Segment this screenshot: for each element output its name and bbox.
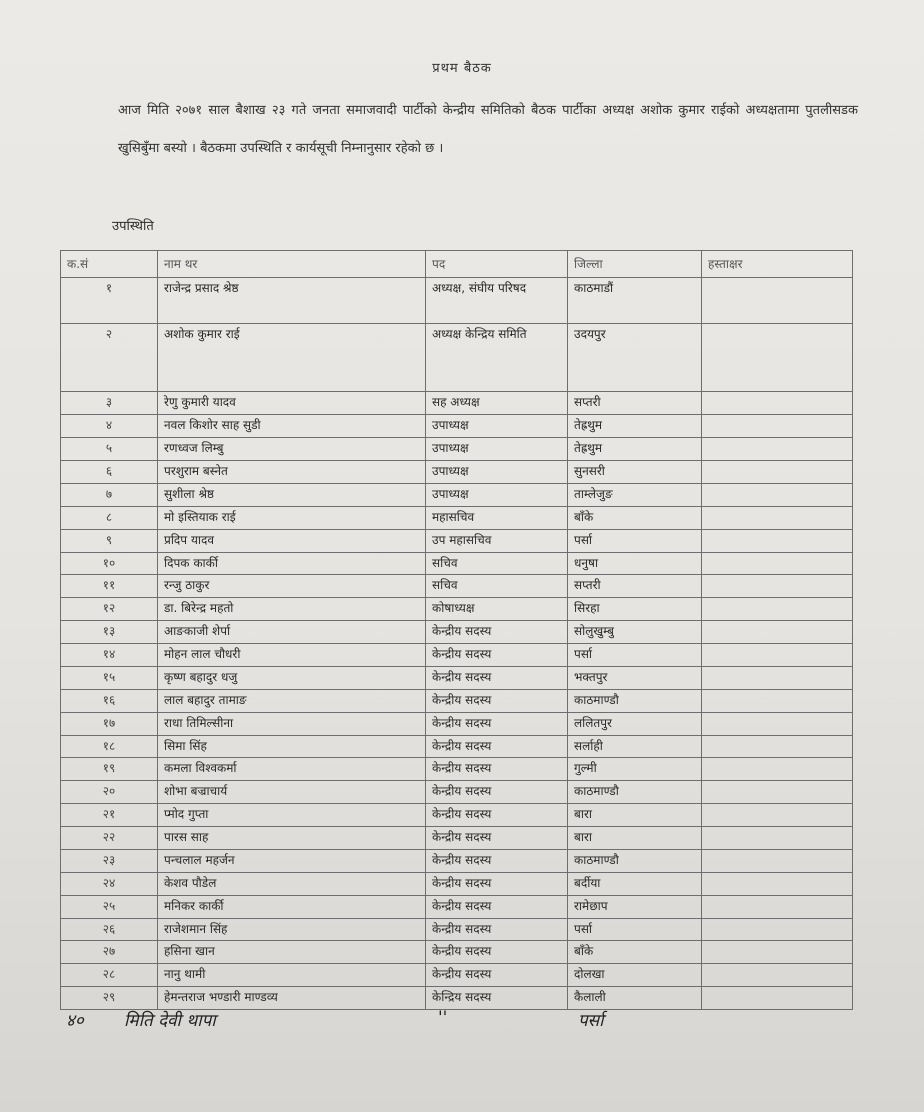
cell-serial: ६ [61,461,158,484]
cell-name: लाल बहादुर तामाङ [158,689,426,712]
handwritten-serial: ४० [66,1011,84,1031]
cell-district: सोलुखुम्बु [568,621,702,644]
cell-serial: २३ [61,849,158,872]
cell-signature [702,735,853,758]
cell-serial: १८ [61,735,158,758]
cell-post: केन्द्रीय सदस्य [426,735,568,758]
cell-name: रेणु कुमारी यादव [158,392,426,415]
cell-signature [702,552,853,575]
cell-serial: २० [61,781,158,804]
cell-post: केन्द्रीय सदस्य [426,712,568,735]
cell-post: सह अध्यक्ष [426,392,568,415]
cell-serial: १२ [61,598,158,621]
cell-name: केशव पौडेल [158,872,426,895]
table-row [61,621,853,644]
cell-district: पर्सा [568,529,702,552]
cell-signature [702,483,853,506]
cell-district: गुल्मी [568,758,702,781]
handwritten-post: '' [438,1008,448,1028]
cell-name: सुशीला श्रेष्ठ [158,483,426,506]
cell-signature [702,323,853,392]
table-row [61,278,853,324]
cell-signature [702,392,853,415]
cell-serial: २२ [61,827,158,850]
cell-post: केन्द्रीय सदस्य [426,689,568,712]
cell-post: केन्द्रीय सदस्य [426,621,568,644]
cell-serial: १७ [61,712,158,735]
cell-district: बर्दीया [568,872,702,895]
cell-district: काठमाडौं [568,278,702,324]
cell-signature [702,895,853,918]
cell-district: ललितपुर [568,712,702,735]
cell-signature [702,644,853,667]
cell-signature [702,438,853,461]
cell-serial: ९ [61,529,158,552]
table-row [61,689,853,712]
attendance-table-body [61,278,853,1010]
cell-signature [702,849,853,872]
cell-signature [702,666,853,689]
cell-post: केन्द्रीय सदस्य [426,804,568,827]
cell-name: हेमन्तराज भण्डारी माण्डव्य [158,987,426,1010]
cell-signature [702,461,853,484]
cell-signature [702,621,853,644]
cell-signature [702,712,853,735]
table-row [61,483,853,506]
cell-name: मो इस्तियाक राई [158,506,426,529]
table-row [61,849,853,872]
cell-signature [702,575,853,598]
table-row [61,552,853,575]
meeting-paragraph: आज मिति २०७१ साल बैशाख २३ गते जनता समाजवादी पार्टीको केन्द्रीय समितिको बैठक पार्टीका अध्यक्ष अशोक कुमार राईको अध्यक्षतामा पुतलीसडक खुसिबुँमा बस्यो । बैठकमा उपस्थिति र कार्यसूची निम्नानुसार रहेको छ । [118,103,858,156]
cell-district: सर्लाही [568,735,702,758]
table-header-row [61,251,853,278]
cell-name: राजेन्द्र प्रसाद श्रेष्ठ [158,278,426,324]
table-row [61,644,853,667]
cell-post: उपाध्यक्ष [426,415,568,438]
cell-name: शोभा बज्राचार्य [158,781,426,804]
table-row [61,461,853,484]
cell-district: दोलखा [568,964,702,987]
table-row [61,506,853,529]
cell-district: पर्सा [568,918,702,941]
cell-serial: २९ [61,987,158,1010]
cell-signature [702,964,853,987]
table-row [61,964,853,987]
table-row [61,415,853,438]
cell-signature [702,529,853,552]
cell-post: केन्द्रीय सदस्य [426,964,568,987]
cell-post: केन्द्रीय सदस्य [426,941,568,964]
table-row [61,666,853,689]
cell-name: प्रदिप यादव [158,529,426,552]
cell-serial: ३ [61,392,158,415]
cell-post: कोषाध्यक्ष [426,598,568,621]
cell-post: केन्द्रिय सदस्य [426,987,568,1010]
document-title: प्रथम बैठक [432,61,492,76]
cell-serial: ५ [61,438,158,461]
cell-district: बारा [568,827,702,850]
cell-post: उपाध्यक्ष [426,483,568,506]
cell-post: सचिव [426,575,568,598]
cell-district: बाँके [568,941,702,964]
table-row [61,323,853,392]
cell-name: परशुराम बस्नेत [158,461,426,484]
cell-serial: १६ [61,689,158,712]
cell-district: बाँके [568,506,702,529]
cell-district: सप्तरी [568,575,702,598]
cell-district: सिरहा [568,598,702,621]
cell-district: सुनसरी [568,461,702,484]
cell-post: केन्द्रीय सदस्य [426,849,568,872]
table-row [61,529,853,552]
cell-serial: १३ [61,621,158,644]
cell-serial: २७ [61,941,158,964]
cell-post: केन्द्रीय सदस्य [426,872,568,895]
table-row [61,804,853,827]
cell-post: अध्यक्ष केन्द्रिय समिति [426,323,568,392]
handwritten-name: मिति देवी थापा [124,1011,216,1031]
cell-serial: १५ [61,666,158,689]
cell-district: भक्तपुर [568,666,702,689]
cell-district: रामेछाप [568,895,702,918]
cell-post: केन्द्रीय सदस्य [426,666,568,689]
cell-post: केन्द्रीय सदस्य [426,781,568,804]
cell-name: डा. बिरेन्द्र महतो [158,598,426,621]
cell-signature [702,804,853,827]
cell-district: कैलाली [568,987,702,1010]
cell-signature [702,415,853,438]
cell-name: मनिकर कार्की [158,895,426,918]
table-row [61,438,853,461]
cell-district: काठमाण्डौ [568,781,702,804]
cell-post: केन्द्रीय सदस्य [426,758,568,781]
table-row [61,758,853,781]
cell-name: कृष्ण बहादुर धजु [158,666,426,689]
cell-name: हसिना खान [158,941,426,964]
attendance-heading: उपस्थिति [112,219,154,234]
cell-serial: २४ [61,872,158,895]
cell-district: धनुषा [568,552,702,575]
cell-name: कमला विश्वकर्मा [158,758,426,781]
cell-name: नानु थामी [158,964,426,987]
cell-name: अशोक कुमार राई [158,323,426,392]
cell-signature [702,278,853,324]
cell-district: उदयपुर [568,323,702,392]
table-row [61,598,853,621]
cell-district: पर्सा [568,644,702,667]
cell-name: आङकाजी शेर्पा [158,621,426,644]
cell-post: उपाध्यक्ष [426,461,568,484]
cell-signature [702,827,853,850]
cell-serial: ७ [61,483,158,506]
cell-name: राजेशमान सिंह [158,918,426,941]
header-serial: क.सं [61,251,158,278]
cell-post: केन्द्रीय सदस्य [426,895,568,918]
cell-signature [702,941,853,964]
table-row [61,827,853,850]
table-row [61,872,853,895]
cell-serial: ४ [61,415,158,438]
cell-name: पन्चलाल महर्जन [158,849,426,872]
cell-signature [702,506,853,529]
cell-signature [702,689,853,712]
cell-post: अध्यक्ष, संघीय परिषद [426,278,568,324]
cell-district: काठमाण्डौ [568,849,702,872]
table-row [61,575,853,598]
cell-name: पारस साह [158,827,426,850]
cell-post: सचिव [426,552,568,575]
header-post: पद [426,251,568,278]
cell-district: बारा [568,804,702,827]
table-row [61,895,853,918]
cell-signature [702,758,853,781]
cell-name: रन्जु ठाकुर [158,575,426,598]
cell-serial: १९ [61,758,158,781]
cell-name: नवल किशोर साह सुडी [158,415,426,438]
header-district: जिल्ला [568,251,702,278]
cell-serial: २१ [61,804,158,827]
cell-name: राधा तिमिल्सीना [158,712,426,735]
attendance-table [60,250,853,1010]
handwritten-district: पर्सा [578,1011,604,1031]
table-row [61,918,853,941]
header-name: नाम थर [158,251,426,278]
table-row [61,712,853,735]
handwritten-entry [60,1004,852,1044]
cell-name: दिपक कार्की [158,552,426,575]
cell-serial: ८ [61,506,158,529]
cell-post: केन्द्रीय सदस्य [426,827,568,850]
table-row [61,392,853,415]
cell-district: ताम्लेजुङ [568,483,702,506]
cell-serial: १० [61,552,158,575]
cell-serial: १४ [61,644,158,667]
cell-district: तेह्रथुम [568,415,702,438]
table-row [61,781,853,804]
cell-district: काठमाण्डौ [568,689,702,712]
cell-post: महासचिव [426,506,568,529]
cell-serial: २६ [61,918,158,941]
cell-serial: २८ [61,964,158,987]
cell-name: मोहन लाल चौधरी [158,644,426,667]
cell-serial: २ [61,323,158,392]
cell-signature [702,781,853,804]
cell-signature [702,872,853,895]
cell-district: तेह्रथुम [568,438,702,461]
cell-serial: १ [61,278,158,324]
header-signature: हस्ताक्षर [702,251,853,278]
cell-post: केन्द्रीय सदस्य [426,644,568,667]
table-row [61,735,853,758]
cell-signature [702,918,853,941]
cell-post: उप महासचिव [426,529,568,552]
table-row [61,941,853,964]
cell-signature [702,598,853,621]
cell-name: सिमा सिंह [158,735,426,758]
cell-name: रणध्वज लिम्बु [158,438,426,461]
cell-district: सप्तरी [568,392,702,415]
cell-serial: २५ [61,895,158,918]
cell-post: केन्द्रीय सदस्य [426,918,568,941]
cell-serial: ११ [61,575,158,598]
cell-post: उपाध्यक्ष [426,438,568,461]
cell-name: प्मोद गुप्ता [158,804,426,827]
